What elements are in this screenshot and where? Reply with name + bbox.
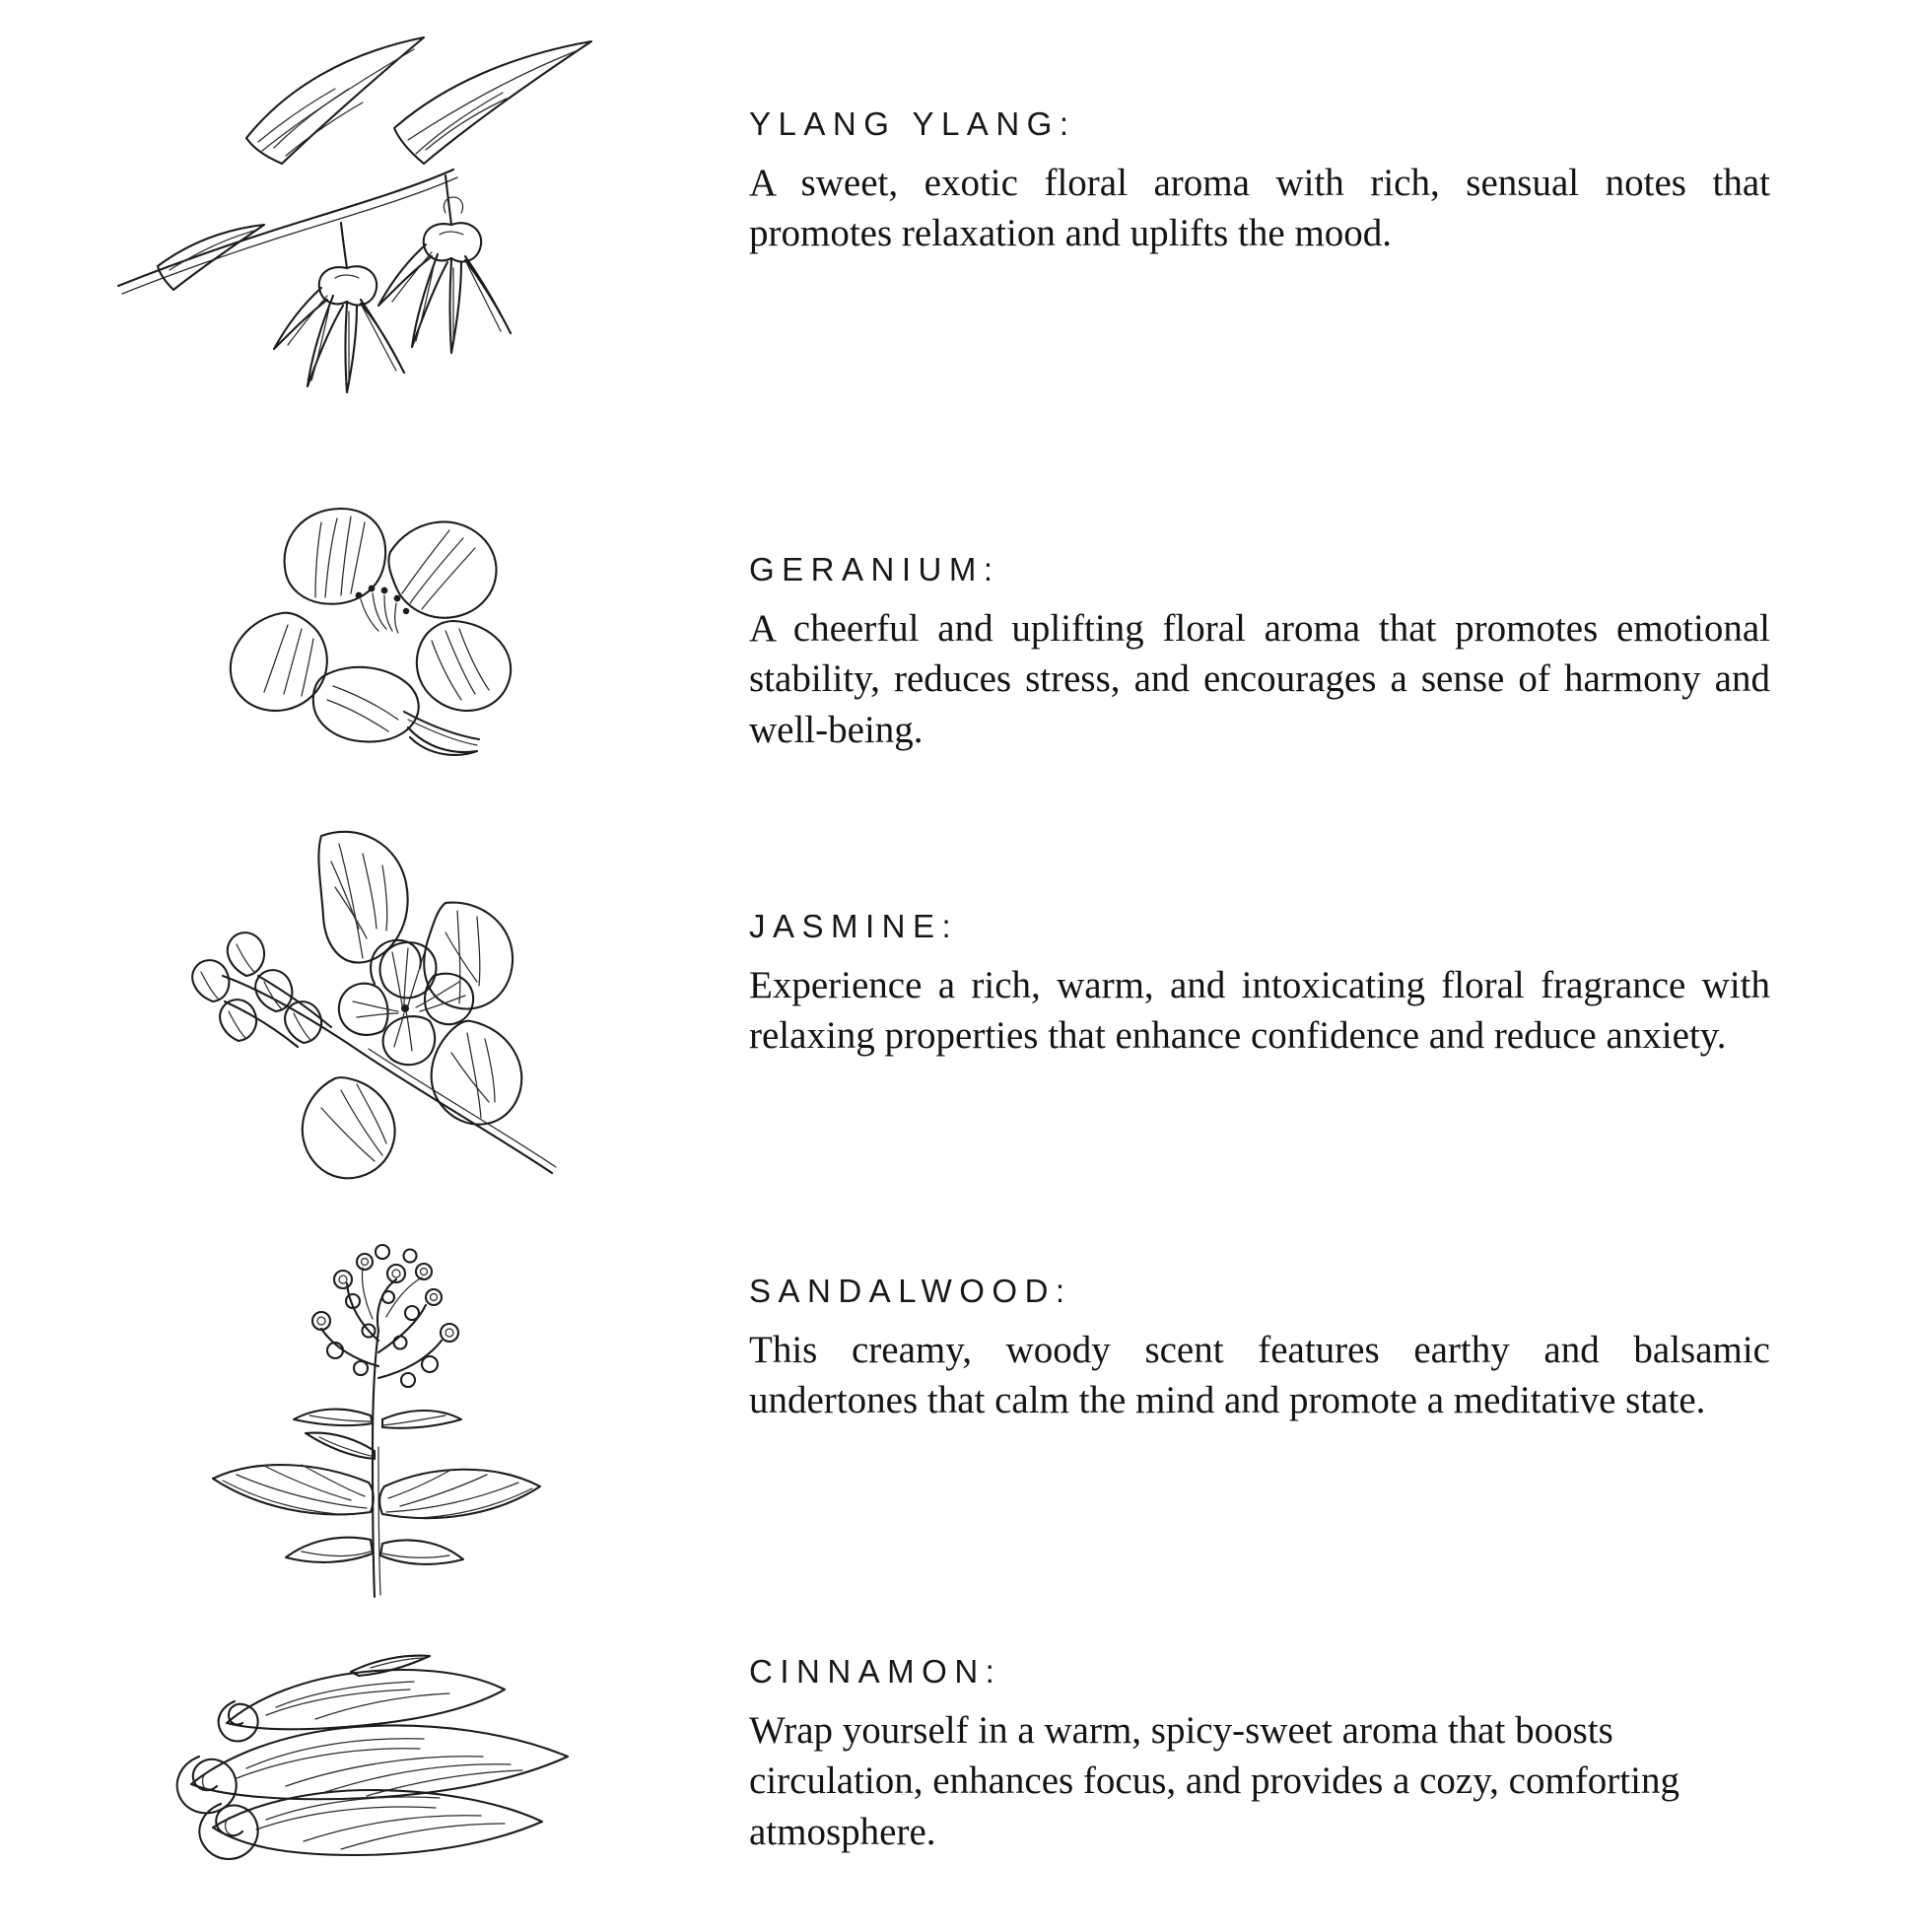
entry-title: JASMINE: xyxy=(749,908,959,944)
entry-description: Wrap yourself in a warm, spicy-sweet aroma that boosts circulation, enhances focus, and provides a cozy, comforting atmosphere. xyxy=(749,1708,1679,1854)
entry-copy xyxy=(749,20,1918,259)
entry-copy xyxy=(749,1222,1918,1426)
entry-title: CINNAMON: xyxy=(749,1653,1002,1690)
list-item xyxy=(0,20,1918,483)
sandalwood-branch-icon xyxy=(0,1222,749,1607)
list-item xyxy=(0,483,1918,808)
list-item xyxy=(0,1617,1918,1932)
entry-description: A cheerful and uplifting floral aroma that promotes emotional stability, reduces stress, and encourages a sense of harmony and well-being. xyxy=(749,606,1770,752)
entry-copy xyxy=(749,483,1918,756)
entry-description: This creamy, woody scent features earthy and balsamic undertones that calm the mind and promote a meditative state. xyxy=(749,1328,1770,1422)
entry-title: YLANG YLANG: xyxy=(749,105,1076,142)
list-item xyxy=(0,1222,1918,1617)
entry-description: Experience a rich, warm, and intoxicating floral fragrance with relaxing properties that enhance confidence and reduce anxiety. xyxy=(749,963,1770,1058)
list-item xyxy=(0,808,1918,1222)
jasmine-sprig-icon xyxy=(0,808,749,1203)
entry-description: A sweet, exotic floral aroma with rich, sensual notes that promotes relaxation and uplifts the mood. xyxy=(749,161,1770,255)
cinnamon-sticks-icon xyxy=(0,1617,749,1873)
entry-title: GERANIUM: xyxy=(749,551,1000,587)
entry-title: SANDALWOOD: xyxy=(749,1273,1072,1309)
ylang-ylang-branch-icon xyxy=(0,20,749,444)
entry-copy xyxy=(749,808,1918,1062)
geranium-flower-icon xyxy=(0,483,749,779)
entry-copy xyxy=(749,1617,1918,1858)
